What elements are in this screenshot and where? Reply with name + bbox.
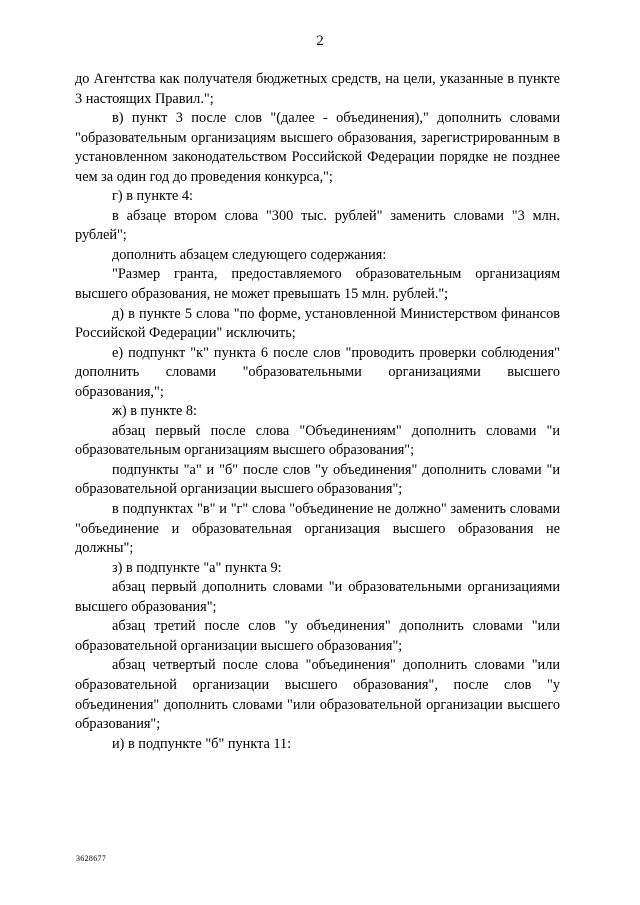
paragraph-item-e: е) подпункт "к" пункта 6 после слов "проводить проверки соблюдения" дополнить словами "образовательными организациями высшего образования,"; [75,344,560,400]
paragraph-item-z: з) в подпункте "а" пункта 9: [112,559,282,576]
paragraph-item-zh: ж) в пункте 8: [112,403,198,420]
paragraph: абзац первый после слова "Объединениям" дополнить словами "и образовательным организациям высшего образования"; [75,422,560,459]
document-code: 3628677 [76,854,107,863]
paragraph: абзац первый дополнить словами "и образовательными организациями высшего образования"; [75,579,560,615]
paragraph: в подпунктах "в" и "г" слова "объединение не должно" заменить словами "объединение и образовательная организация высшего образования не должны"; [75,501,560,557]
paragraph-item-i: и) в подпункте "б" пункта 11: [112,735,292,752]
page-number: 2 [316,33,324,49]
document-body [75,70,560,754]
paragraph-continuation: до Агентства как получателя бюджетных средств, на цели, указанные в пункте 3 настоящих Правил."; [75,71,560,107]
paragraph: абзац четвертый после слова "объединения" дополнить словами "или образовательной организации высшего образования", после слов "у объединения" дополнить словами "или образовательной организации высшего образования"; [75,657,560,733]
paragraph: подпункты "а" и "б" после слов "у объединения" дополнить словами "и образовательной организации высшего образования"; [75,461,560,498]
paragraph: в абзаце втором слова "300 тыс. рублей" заменить словами "3 млн. рублей"; [75,207,560,244]
paragraph: дополнить абзацем следующего содержания: [112,246,387,263]
paragraph: "Размер гранта, предоставляемого образовательным организациям высшего образования, не может превышать 15 млн. рублей."; [75,266,560,303]
paragraph-item-v: в) пункт 3 после слов "(далее - объединения)," дополнить словами "образовательным организациям высшего образования, зарегистрированным в установленном законодательством Российской Федерации порядке не позднее чем за один год до проведения конкурса,"; [75,110,560,185]
paragraph-item-g: г) в пункте 4: [112,188,194,205]
paragraph: абзац третий после слов "у объединения" дополнить словами "или образовательной организации высшего образования"; [75,618,560,654]
paragraph-item-d: д) в пункте 5 слова "по форме, установленной Министерством финансов Российской Федерации" исключить; [75,305,560,342]
